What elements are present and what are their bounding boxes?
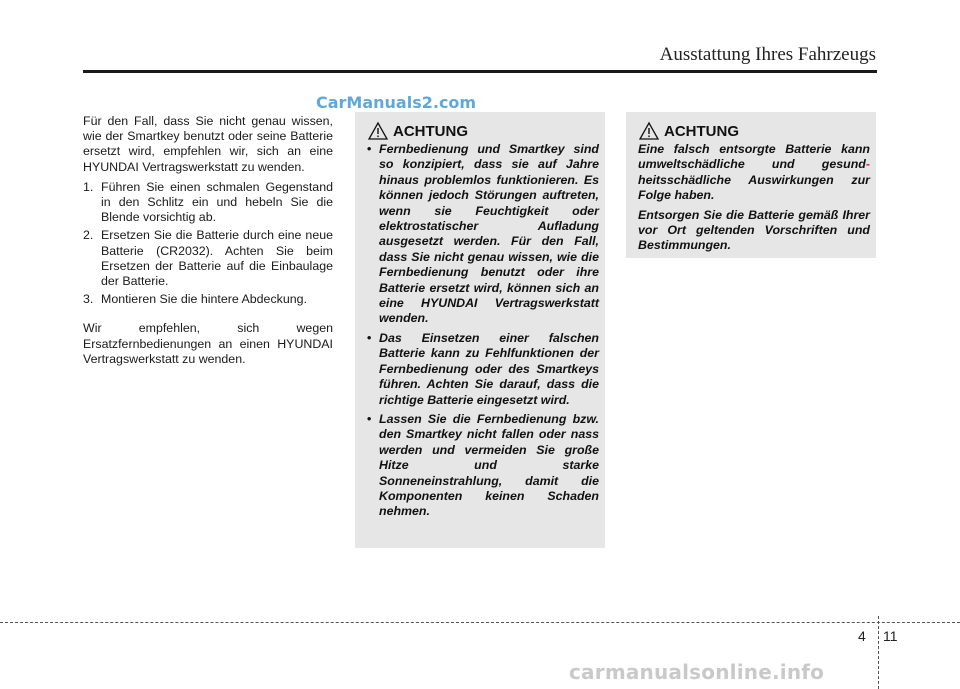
caution-box-smartkey [355, 112, 605, 548]
step-item [83, 228, 333, 289]
bullet-icon: • [367, 411, 372, 426]
caution-header [367, 121, 468, 141]
warning-triangle-icon [638, 121, 660, 141]
page-number: 11 [883, 628, 898, 644]
step-item [83, 180, 333, 226]
step-number: 2. [83, 228, 94, 243]
step-item [83, 292, 333, 307]
outro-paragraph: Wir empfehlen, sich wegen Ersatzfernbedienungen an einen HYUNDAI Vertragswerkstatt zu wenden. [83, 321, 333, 366]
caution-body [367, 142, 599, 524]
caution-text-part: Eine falsch entsorgte Batterie kann umweltschädliche und gesund [638, 142, 870, 172]
step-number: 1. [83, 179, 94, 194]
footer-rule [0, 622, 960, 623]
bullet-icon: • [367, 330, 372, 345]
step-text: Ersetzen Sie die Batterie durch eine neue Batterie (CR2032). Achten Sie beim Ersetzen der Batterie auf die Einbaulage der Batterie. [101, 228, 333, 289]
hyphen-mark: - [865, 157, 870, 172]
caution-item [367, 412, 599, 520]
caution-title: ACHTUNG [664, 122, 739, 140]
section-title: Ausstattung Ihres Fahrzeugs [659, 44, 876, 65]
watermark-top: CarManuals2.com [316, 93, 477, 112]
chapter-number: 4 [858, 628, 866, 644]
caution-text-part: heitsschädliche Auswirkungen zur Folge haben. [638, 172, 870, 203]
bullet-icon: • [367, 142, 372, 156]
caution-item [367, 142, 599, 327]
caution-box-battery [626, 112, 876, 258]
caution-item-text: Fernbedienung und Smartkey sind so konzipiert, dass sie auf Jahre hinaus problemlos funktionieren. Es können jedoch Störungen auftreten, wenn sie Feuchtigkeit oder elektrostatischer Aufladung ausgesetzt werden. Für den Fall, dass Sie nicht genau wissen, wie die Fernbedienung benutzt oder ihre Batterie ersetzt wird, können sich an eine HYUNDAI Vertragswerkstatt wenden. [379, 142, 599, 326]
caution-body [638, 142, 870, 258]
caution-header [638, 121, 739, 141]
watermark-bottom: carmanualsonline.info [569, 660, 825, 684]
step-text: Montieren Sie die hintere Abdeckung. [101, 292, 307, 307]
caution-item-text: Das Einsetzen einer falschen Batterie kann zu Fehlfunktionen der Fernbedienung oder des Smartkeys führen. Achten Sie darauf, dass die richtige Batterie eingesetzt wird. [379, 330, 599, 407]
warning-triangle-icon [367, 121, 389, 141]
caution-list [367, 142, 599, 520]
caution-paragraph: Entsorgen Sie die Batterie gemäß Ihrer vor Ort geltenden Vorschriften und Bestimmungen. [638, 207, 870, 253]
caution-item [367, 331, 599, 408]
steps-list [83, 180, 333, 308]
caution-paragraph [638, 142, 870, 204]
intro-paragraph: Für den Fall, dass Sie nicht genau wissen, wie der Smartkey benutzt oder seine Batterie ersetzt wird, empfehlen wir, sich an eine HYUNDAI Vertragswerkstatt zu wenden. [83, 114, 333, 174]
footer-divider [878, 616, 879, 689]
caution-title: ACHTUNG [393, 122, 468, 140]
left-column [83, 114, 333, 372]
step-text: Führen Sie einen schmalen Gegenstand in den Schlitz ein und hebeln Sie die Blende vorsichtig ab. [101, 179, 333, 225]
header-rule [83, 70, 877, 73]
step-number: 3. [83, 292, 94, 307]
caution-item-text: Lassen Sie die Fernbedienung bzw. den Smartkey nicht fallen oder nass werden und vermeiden Sie große Hitze und starke Sonneneinstrahlung, damit die Komponenten keinen Schaden nehmen. [379, 411, 599, 519]
